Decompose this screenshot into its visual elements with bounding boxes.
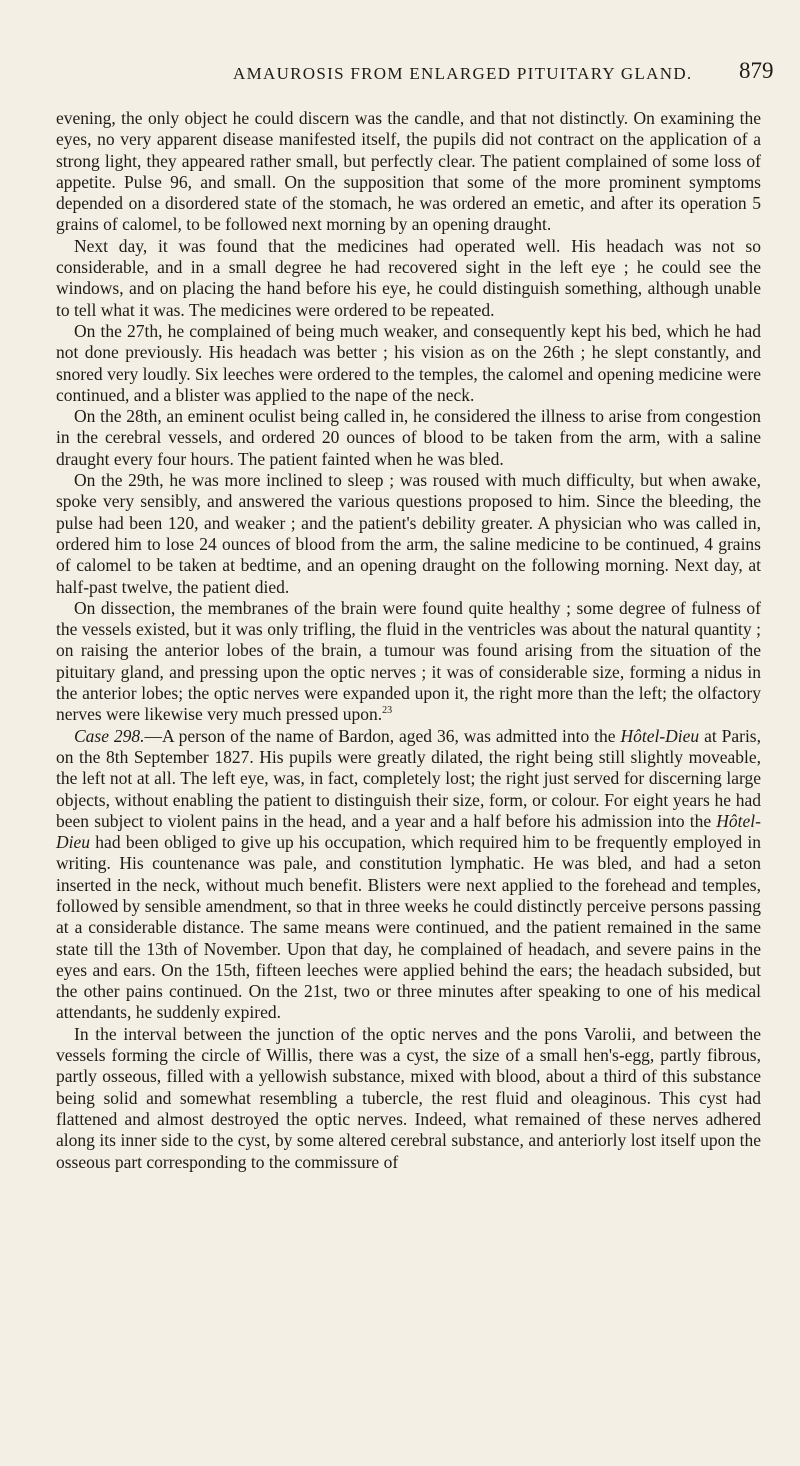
body-text bbox=[56, 108, 761, 1173]
page-number: 879 bbox=[739, 58, 774, 83]
paragraph bbox=[56, 1024, 761, 1173]
footnote-ref: 23 bbox=[382, 705, 393, 717]
paragraph-text: On the 29th, he was more inclined to sleep ; was roused with much difficulty, but when awake, spoke very sensibly, and answered the various questions proposed to him. Since the bleeding, the pulse had been 120, and weaker ; and the patient's debility greater. A physician who was called in, ordered him to lose 24 ounces of blood from the arm, the saline medicine to be continued, 4 grains of calomel to be taken at bedtime, and an opening draught on the following morning. Next day, at half-past twelve, the patient died. bbox=[56, 470, 761, 597]
italic-text: Case 298. bbox=[74, 725, 145, 746]
paragraph-text: at Paris, on the 8th September 1827. His pupils were greatly dilated, the right being still slightly moveable, the left not at all. The left eye, was, in fact, completely lost; the right just served for discerning large objects, without enabling the patient to distinguish their size, form, or colour. For eight years he had been subject to violent pains in the head, and a year and a half before his admission into the bbox=[56, 725, 761, 831]
paragraph bbox=[56, 108, 761, 236]
running-head: AMAUROSIS FROM ENLARGED PITUITARY GLAND. bbox=[233, 64, 693, 83]
italic-text: Hôtel-Dieu bbox=[620, 725, 700, 746]
paragraph-text: On the 28th, an eminent oculist being called in, he considered the illness to arise from congestion in the cerebral vessels, and ordered 20 ounces of blood to be taken from the arm, with a saline draught every four hours. The patient fainted when he was bled. bbox=[56, 406, 761, 469]
page-header bbox=[0, 56, 800, 92]
paragraph bbox=[56, 406, 761, 470]
paragraph-text: In the interval between the junction of the optic nerves and the pons Varolii, and between the vessels forming the circle of Willis, there was a cyst, the size of a small hen's-egg, partly fibrous, partly osseous, filled with a yellowish substance, mixed with blood, about a third of this substance being solid and somewhat resembling a tubercle, the rest fluid and oleaginous. This cyst had flattened and almost destroyed the optic nerves. Indeed, what remained of these nerves adhered along its inner side to the cyst, by some altered cerebral substance, and anteriorly lost itself upon the osseous part corresponding to the commissure of bbox=[56, 1023, 761, 1172]
paragraph bbox=[56, 726, 761, 1024]
paragraph-text: —A person of the name of Bardon, aged 36, was admitted into the bbox=[144, 725, 621, 746]
paragraph-text: On dissection, the membranes of the brain were found quite healthy ; some degree of fulness of the vessels existed, but it was only trifling, the fluid in the ventricles was about the natural quantity ; on raising the anterior lobes of the brain, a tumour was found arising from the situation of the pituitary gland, and pressing upon the optic nerves ; it was of considerable size, forming a nidus in the anterior lobes; the optic nerves were expanded upon it, the right more than the left; the olfactory nerves were likewise very much pressed upon. bbox=[56, 597, 761, 725]
paragraph bbox=[56, 598, 761, 726]
paragraph-text: evening, the only object he could discern was the candle, and that not distinctly. On examining the eyes, no very apparent disease manifested itself, the pupils did not contract on the application of a strong light, they appeared rather small, but perfectly clear. The patient complained of some loss of appetite. Pulse 96, and small. On the supposition that some of the more prominent symptoms depended on a disordered state of the stomach, he was ordered an emetic, and after its operation 5 grains of calomel, to be followed next morning by an opening draught. bbox=[56, 108, 761, 235]
italic-text: Hôtel-Dieu bbox=[56, 810, 761, 853]
paragraph bbox=[56, 470, 761, 598]
paragraph bbox=[56, 321, 761, 406]
paragraph bbox=[56, 236, 761, 321]
paragraph-text: had been obliged to give up his occupation, which required him to be frequently employed in writing. His countenance was pale, and constitution lymphatic. He was bled, and had a seton inserted in the neck, without much benefit. Blisters were next applied to the forehead and temples, followed by sensible amendment, so that in three weeks he could distinctly perceive persons passing at a considerable distance. The same means were continued, and the patient remained in the same state till the 13th of November. Upon that day, he complained of headach, and severe pains in the eyes and ears. On the 15th, fifteen leeches were applied behind the ears; the headach subsided, but the other pains continued. On the 21st, two or three minutes after speaking to one of his medical attendants, he suddenly expired. bbox=[56, 832, 761, 1023]
paragraph-text: On the 27th, he complained of being much weaker, and consequently kept his bed, which he had not done previously. His headach was better ; his vision as on the 26th ; he slept constantly, and snored very loudly. Six leeches were ordered to the temples, the calomel and opening medicine were continued, and a blister was applied to the nape of the neck. bbox=[56, 320, 761, 405]
paragraph-text: Next day, it was found that the medicines had operated well. His headach was not so considerable, and in a small degree he had recovered sight in the left eye ; he could see the windows, and on placing the hand before his eye, he could distinguish something, although unable to tell what it was. The medicines were ordered to be repeated. bbox=[56, 235, 761, 320]
